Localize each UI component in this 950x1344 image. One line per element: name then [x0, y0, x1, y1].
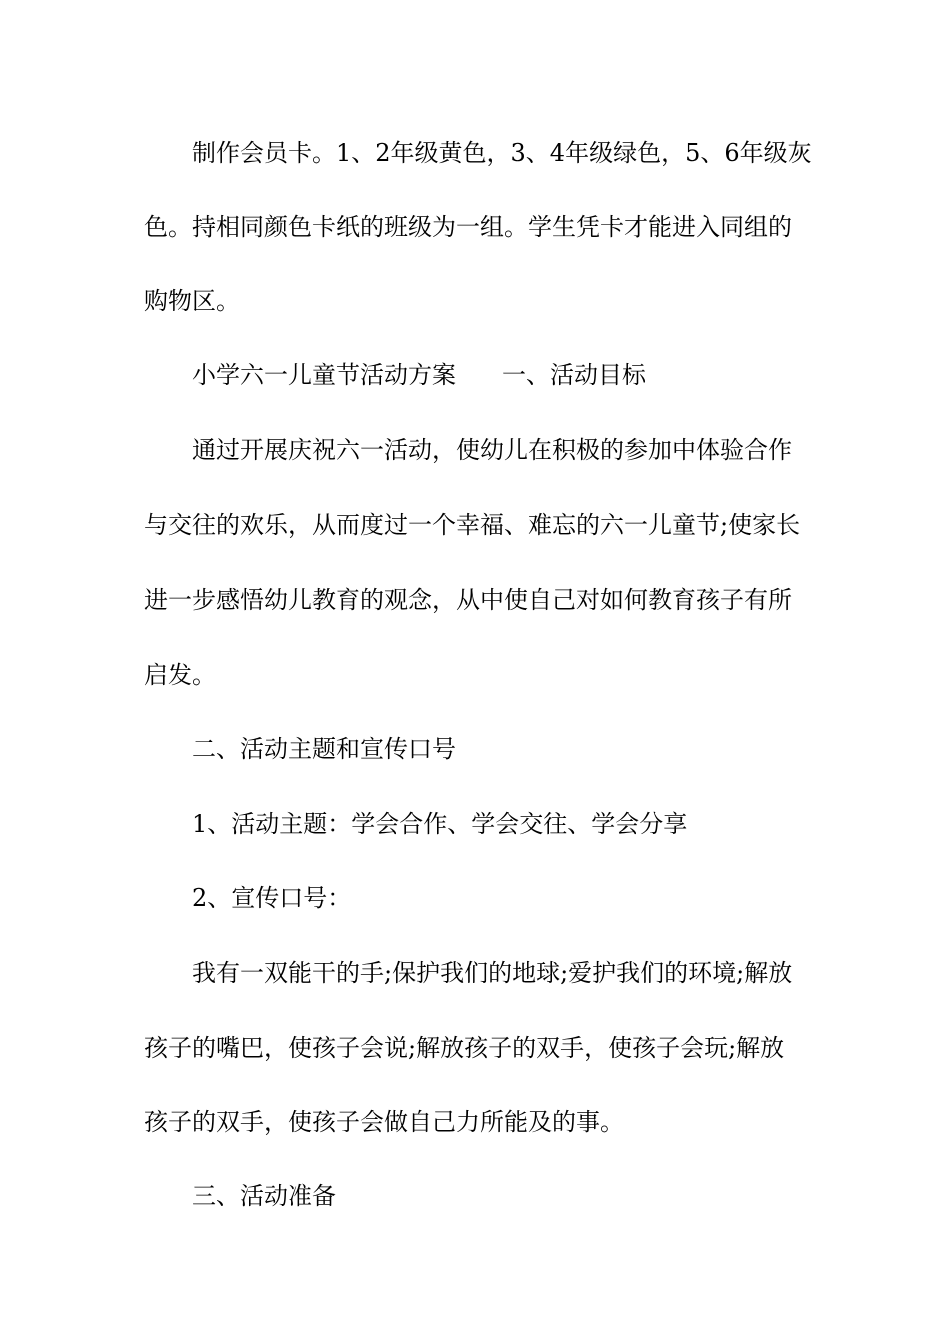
list-item: 2、宣传口号：	[192, 884, 352, 912]
paragraph-line: 与交往的欢乐，从而度过一个幸福、难忘的六一儿童节;使家长	[144, 511, 801, 539]
section-heading: 一、活动目标	[502, 361, 646, 389]
title-line	[192, 357, 854, 393]
paragraph-line: 我有一双能干的手;保护我们的地球;爱护我们的环境;解放	[192, 959, 793, 987]
paragraph-line: 购物区。	[144, 287, 240, 315]
list-item: 1、活动主题：学会合作、学会交往、学会分享	[192, 810, 688, 838]
section-heading: 三、活动准备	[192, 1182, 336, 1210]
paragraph-line: 通过开展庆祝六一活动，使幼儿在积极的参加中体验合作	[192, 436, 792, 464]
paragraph-line: 孩子的嘴巴，使孩子会说;解放孩子的双手，使孩子会玩;解放	[144, 1034, 785, 1062]
paragraph-line: 色。持相同颜色卡纸的班级为一组。学生凭卡才能进入同组的	[144, 213, 792, 241]
paragraph-line: 进一步感悟幼儿教育的观念，从中使自己对如何教育孩子有所	[144, 586, 792, 614]
document-title: 小学六一儿童节活动方案	[192, 361, 456, 389]
section-heading: 二、活动主题和宣传口号	[192, 735, 456, 763]
paragraph-line: 孩子的双手，使孩子会做自己力所能及的事。	[144, 1108, 624, 1136]
paragraph-line: 制作会员卡。1、2年级黄色，3、4年级绿色，5、6年级灰	[192, 139, 812, 167]
paragraph-line: 启发。	[144, 661, 216, 689]
